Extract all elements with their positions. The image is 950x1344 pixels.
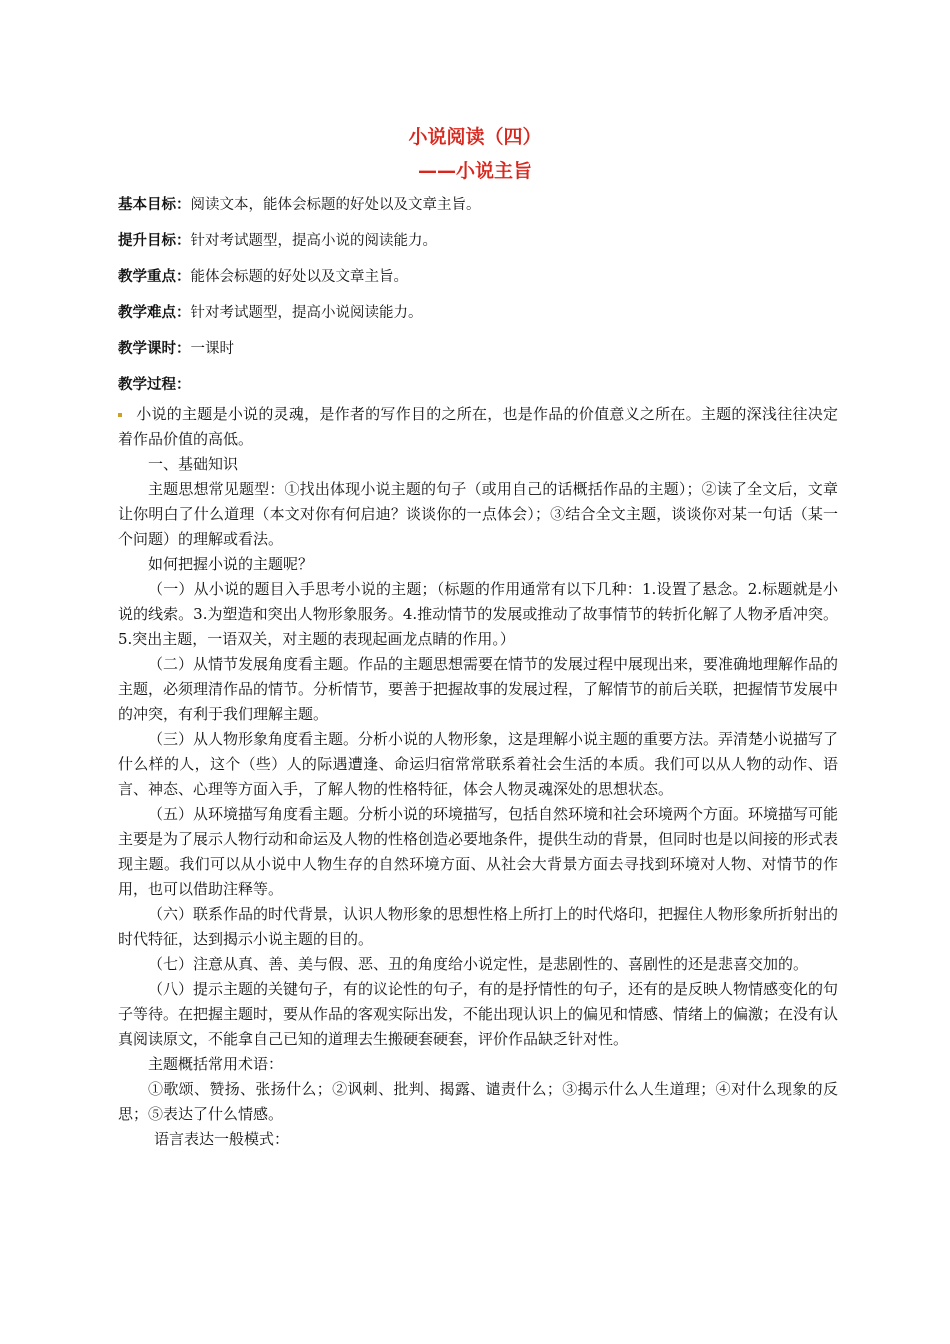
field-class-hours [118, 339, 234, 359]
page-title: 小说阅读（四） [408, 126, 542, 148]
paragraph: 主题概括常用术语： [148, 1055, 284, 1073]
field-value: 一课时 [190, 341, 234, 357]
field-value: 阅读文本，能体会标题的好处以及文章主旨。 [190, 197, 481, 213]
field-value: 针对考试题型，提高小说阅读能力。 [190, 305, 423, 321]
field-label: 教学过程： [118, 377, 191, 393]
paragraph: （七）注意从真、善、美与假、恶、丑的角度给小说定性，是悲剧性的、喜剧性的还是悲喜交加的。 [148, 955, 809, 973]
field-label: 教学难点： [118, 305, 191, 321]
document-body [118, 402, 838, 1152]
paragraph: （五）从环境描写角度看主题。分析小说的环境描写，包括自然环境和社会环境两个方面。环境描写可能主要是为了展示人物行动和命运及人物的性格创造必要地条件，提供生动的背景，但同时也是以间接的形式表现主题。我们可以从小说中人物生存的自然环境方面、从社会大背景方面去寻找到环境对人物、对情节的作用，也可以借助注释等。 [118, 805, 839, 898]
paragraph: （八）提示主题的关键句子，有的议论性的句子，有的是抒情性的句子，还有的是反映人物情感变化的句子等待。在把握主题时，要从作品的客观实际出发，不能出现认识上的偏见和情感、情绪上的偏激；在没有认真阅读原文，不能拿自己已知的道理去生搬硬套硬套，评价作品缺乏针对性。 [118, 980, 839, 1048]
paragraph: （六）联系作品的时代背景，认识人物形象的思想性格上所打上的时代烙印，把握住人物形象所折射出的时代特征，达到揭示小说主题的目的。 [118, 905, 839, 948]
page-subtitle: ——小说主旨 [417, 160, 532, 182]
field-value: 能体会标题的好处以及文章主旨。 [190, 269, 408, 285]
field-label: 基本目标： [118, 197, 191, 213]
paragraph: （三）从人物形象角度看主题。分析小说的人物形象，这是理解小说主题的重要方法。弄清楚小说描写了什么样的人，这个（些）人的际遇遭逢、命运归宿常常联系着社会生活的本质。我们可以从人物的动作、语言、神态、心理等方面入手，了解人物的性格特征，体会人物灵魂深处的思想状态。 [118, 730, 839, 798]
intro-paragraph: 小说的主题是小说的灵魂，是作者的写作目的之所在，也是作品的价值意义之所在。主题的深浅往往决定着作品价值的高低。 [118, 405, 838, 448]
field-basic-goal [118, 195, 481, 215]
paragraph: 主题思想常见题型：①找出体现小说主题的句子（或用自己的话概括作品的主题）；②读了全文后，文章让你明白了什么道理（本文对你有何启迪？谈谈你的一点体会）；③结合全文主题，谈谈你对某一句话（某一个问题）的理解或看法。 [118, 480, 838, 548]
paragraph: ①歌颂、赞扬、张扬什么；②讽刺、批判、揭露、谴责什么；③揭示什么人生道理；④对什么现象的反思；⑤表达了什么情感。 [118, 1080, 838, 1123]
field-key-point [118, 267, 408, 287]
field-difficulty [118, 303, 423, 323]
paragraph: （二）从情节发展角度看主题。作品的主题思想需要在情节的发展过程中展现出来，要准确地理解作品的主题，必须理清作品的情节。分析情节，要善于把握故事的发展过程，了解情节的前后关联，把握情节发展中的冲突，有利于我们理解主题。 [118, 655, 839, 723]
field-label: 教学重点： [118, 269, 191, 285]
field-process [118, 375, 191, 395]
field-label: 提升目标： [118, 233, 191, 249]
bullet-icon [118, 413, 122, 417]
paragraph: 语言表达一般模式： [154, 1130, 290, 1148]
field-advanced-goal [118, 231, 437, 251]
paragraph: （一）从小说的题目入手思考小说的主题；（标题的作用通常有以下几种：1.设置了悬念。2.标题就是小说的线索。3.为塑造和突出人物形象服务。4.推动情节的发展或推动了故事情节的转折化解了人物矛盾冲突。5.突出主题，一语双关，对主题的表现起画龙点睛的作用。） [118, 580, 838, 648]
paragraph: 如何把握小说的主题呢？ [148, 555, 314, 573]
field-label: 教学课时： [118, 341, 191, 357]
field-value: 针对考试题型，提高小说的阅读能力。 [190, 233, 437, 249]
section-heading: 一、基础知识 [148, 455, 239, 473]
